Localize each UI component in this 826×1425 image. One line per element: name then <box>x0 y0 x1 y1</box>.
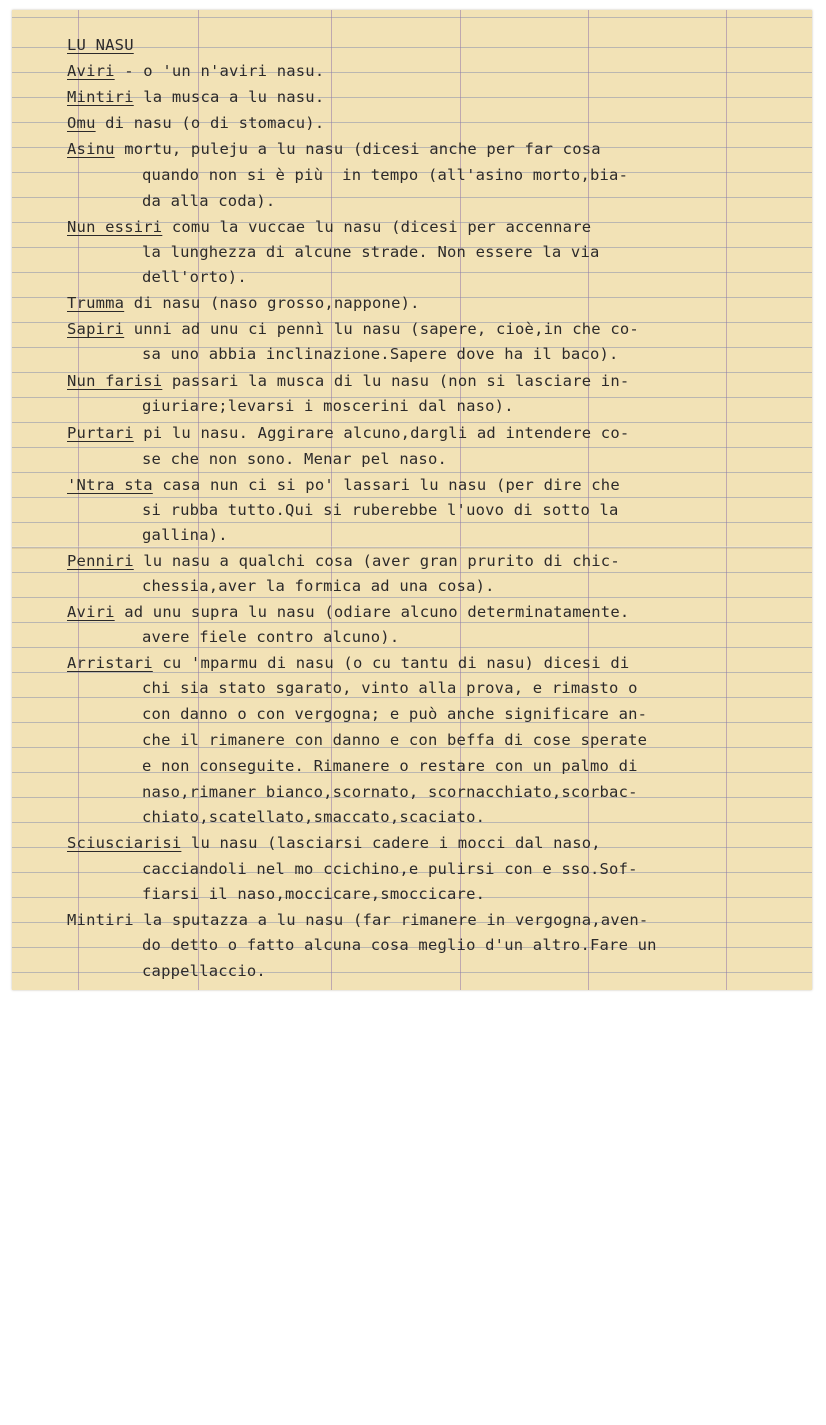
entry-line: Trumma di nasu (naso grosso,nappone). <box>67 294 420 312</box>
entry-line: che il rimanere con danno e con beffa di cose sperate <box>142 731 648 749</box>
entry-head: Sciusciarisi <box>67 834 182 852</box>
entry-line: Asinu mortu, puleju a lu nasu (dicesi anche per far cosa <box>67 140 601 158</box>
entry-head: 'Ntra sta <box>67 476 153 494</box>
entry-line: Penniri lu nasu a qualchi cosa (aver gran prurito di chic- <box>67 552 620 570</box>
entry-head: Sapiri <box>67 320 125 338</box>
page-title: LU NASU <box>67 36 134 54</box>
entry-line: Sciusciarisi lu nasu (lasciarsi cadere i mocci dal naso, <box>67 834 601 852</box>
entry-line: si rubba tutto.Qui si ruberebbe l'uovo di sotto la <box>142 501 619 519</box>
entry-head: Purtari <box>67 424 134 442</box>
entry-line: chiato,scatellato,smaccato,scaciato. <box>142 808 486 826</box>
entry-line: avere fiele contro alcuno). <box>142 628 400 646</box>
entry-line: Arristari cu 'mparmu di nasu (o cu tantu di nasu) dicesi di <box>67 654 630 672</box>
entry-head: Asinu <box>67 140 115 158</box>
entry-line: do detto o fatto alcuna cosa meglio d'un altro.Fare un <box>142 936 657 954</box>
entry-head: Nun farisi <box>67 372 163 390</box>
entry-line: Aviri - o 'un n'aviri nasu. <box>67 62 325 80</box>
entry-head: Aviri <box>67 603 115 621</box>
entry-line: cacciandoli nel mo ccichino,e pulirsi con e sso.Sof- <box>142 860 638 878</box>
entry-head: Trumma <box>67 294 125 312</box>
entry-line: da alla coda). <box>142 192 276 210</box>
entry-line: con danno o con vergogna; e può anche significare an- <box>142 705 648 723</box>
entry-line: Purtari pi lu nasu. Aggirare alcuno,dargli ad intendere co- <box>67 424 630 442</box>
entry-head: Nun essiri <box>67 218 163 236</box>
entry-line: sa uno abbia inclinazione.Sapere dove ha il baco). <box>142 345 619 363</box>
entry-line: Nun essiri comu la vuccae lu nasu (dicesi per accennare <box>67 218 592 236</box>
entry-line: chi sia stato sgarato, vinto alla prova, e rimasto o <box>142 679 638 697</box>
entry-line: la lunghezza di alcune strade. Non essere la via <box>142 243 600 261</box>
entry-head: Arristari <box>67 654 153 672</box>
entry-line: se che non sono. Menar pel naso. <box>142 450 448 468</box>
page-text <box>12 10 812 990</box>
entry-head: Omu <box>67 114 96 132</box>
typewritten-page <box>12 10 812 990</box>
entry-head: Mintiri <box>67 88 134 106</box>
entry-line: quando non si è più in tempo (all'asino morto,bia- <box>142 166 629 184</box>
entry-line: 'Ntra sta casa nun ci si po' lassari lu nasu (per dire che <box>67 476 620 494</box>
entry-head: Aviri <box>67 62 115 80</box>
entry-line: Mintiri la sputazza a lu nasu (far rimanere in vergogna,aven- <box>67 911 649 929</box>
entry-line: dell'orto). <box>142 268 247 286</box>
entry-line: e non conseguite. Rimanere o restare con un palmo di <box>142 757 638 775</box>
entry-line: Mintiri la musca a lu nasu. <box>67 88 325 106</box>
entry-line: Aviri ad unu supra lu nasu (odiare alcuno determinatamente. <box>67 603 630 621</box>
entry-line: fiarsi il naso,moccicare,smoccicare. <box>142 885 486 903</box>
entry-line: chessia,aver la formica ad una cosa). <box>142 577 495 595</box>
entry-line: Omu di nasu (o di stomacu). <box>67 114 325 132</box>
entry-line: cappellaccio. <box>142 962 266 980</box>
entry-head: Penniri <box>67 552 134 570</box>
entry-line: Nun farisi passari la musca di lu nasu (non si lasciare in- <box>67 372 630 390</box>
entry-line: gallina). <box>142 526 228 544</box>
entry-line: Sapiri unni ad unu ci pennì lu nasu (sapere, cioè,in che co- <box>67 320 639 338</box>
entry-line: giuriare;levarsi i moscerini dal naso). <box>142 397 514 415</box>
entry-line: naso,rimaner bianco,scornato, scornacchiato,scorbac- <box>142 783 638 801</box>
